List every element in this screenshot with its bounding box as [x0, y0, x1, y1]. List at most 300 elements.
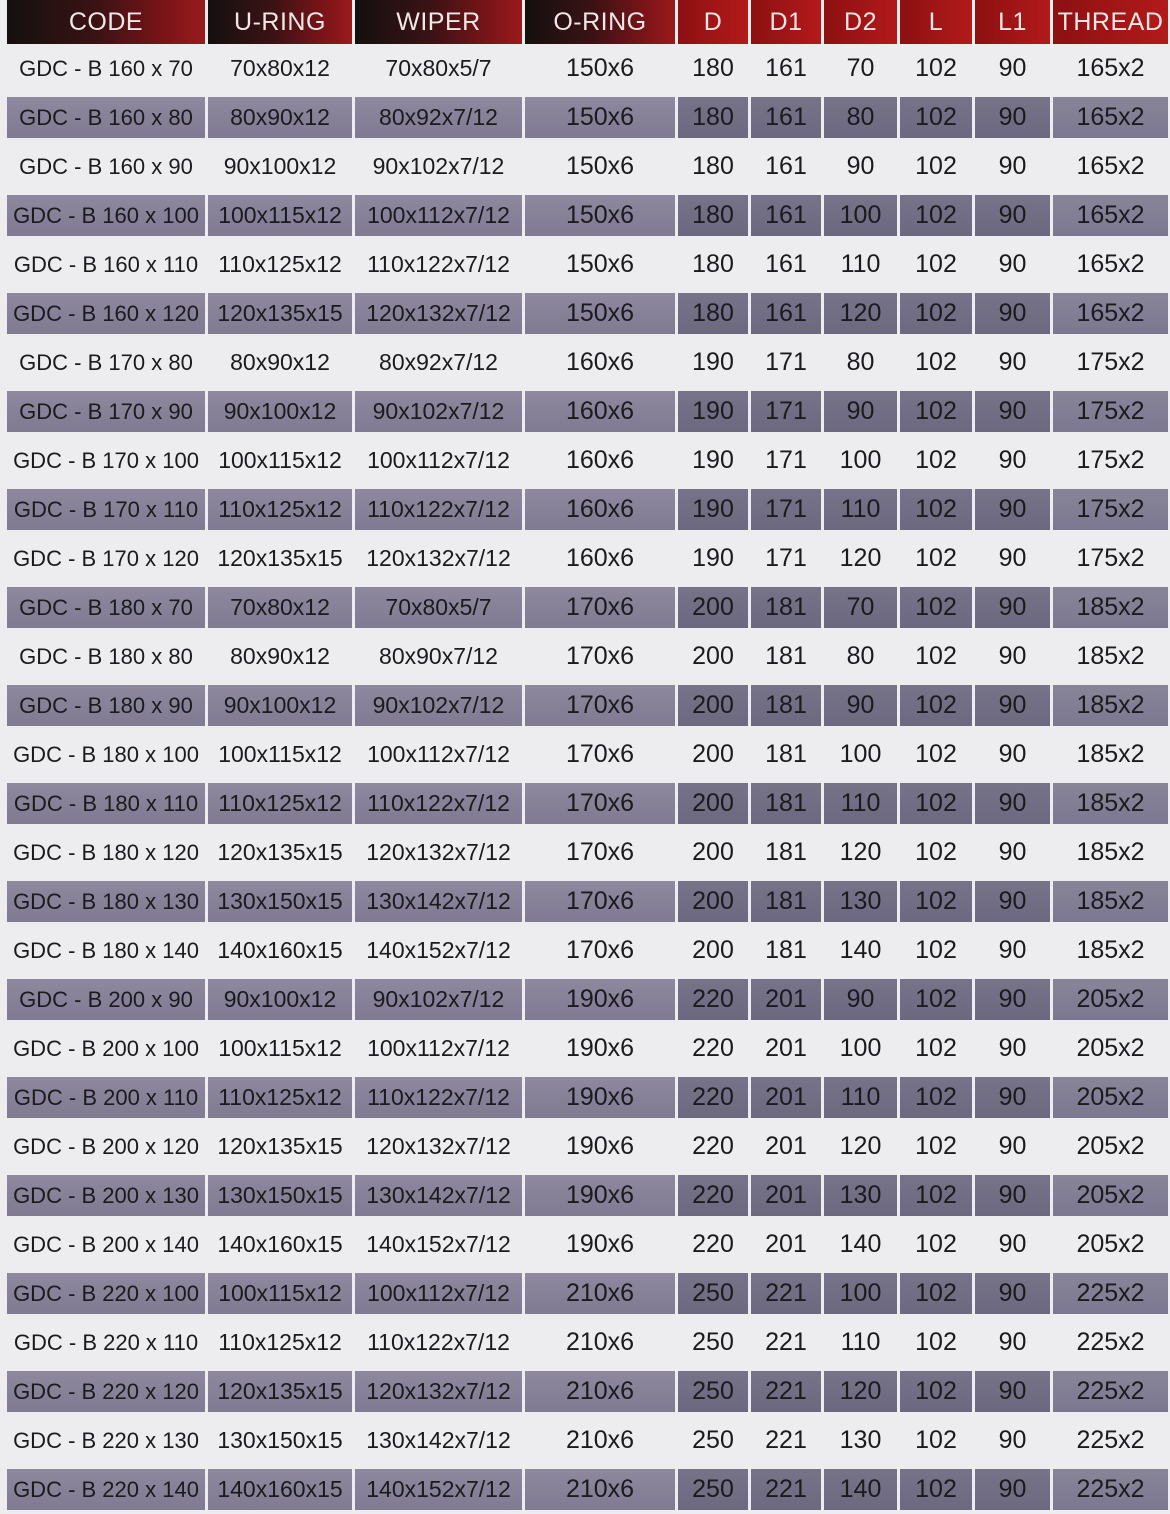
cell-u-ring: 90x100x12 — [223, 153, 337, 179]
cell-code: GDC - B 180 x 140 — [13, 937, 199, 963]
cell-o-ring: 150x6 — [565, 250, 635, 278]
cell-thread: 185x2 — [1053, 583, 1168, 632]
cell-d2: 100 — [839, 740, 882, 768]
table-row — [7, 1171, 1168, 1220]
cell-d2: 70 — [846, 54, 875, 82]
cell-u-ring: 100x115x12 — [218, 447, 342, 473]
cell-d1: 181 — [751, 779, 821, 828]
cell-l1: 90 — [975, 485, 1050, 534]
cell-wiper: 110x122x7/12 — [355, 779, 522, 828]
cell-l1: 90 — [975, 779, 1050, 828]
cell-d: 220 — [692, 1230, 734, 1258]
cell-d2: 90 — [824, 681, 897, 730]
cell-d1: 181 — [765, 740, 807, 768]
cell-o-ring: 170x6 — [565, 642, 635, 670]
cell-u-ring: 70x80x12 — [230, 55, 330, 81]
cell-l: 102 — [915, 250, 957, 278]
cell-d2: 90 — [824, 387, 897, 436]
cell-u-ring: 80x90x12 — [230, 349, 330, 375]
cell-u-ring: 140x160x15 — [217, 1231, 343, 1257]
cell-u-ring: 110x125x12 — [208, 485, 352, 534]
cell-l1: 90 — [998, 446, 1027, 474]
cell-d2: 110 — [824, 779, 897, 828]
cell-l1: 90 — [975, 681, 1050, 730]
cell-code: GDC - B 220 x 100 — [7, 1269, 205, 1318]
cell-wiper: 130x142x7/12 — [366, 1427, 511, 1453]
cell-d2: 110 — [840, 1328, 881, 1356]
cell-l: 102 — [900, 191, 972, 240]
cell-l1: 90 — [998, 1426, 1027, 1454]
table-row — [7, 877, 1168, 926]
cell-thread: 185x2 — [1053, 877, 1168, 926]
cell-thread: 225x2 — [1076, 1426, 1145, 1454]
cell-code: GDC - B 200 x 90 — [7, 975, 205, 1024]
cell-u-ring: 120x135x15 — [217, 1133, 343, 1159]
cell-code: GDC - B 160 x 100 — [7, 191, 205, 240]
cell-l: 102 — [915, 1034, 957, 1062]
column-header-code: CODE — [7, 0, 205, 44]
cell-d: 250 — [692, 1328, 734, 1356]
cell-u-ring: 130x150x15 — [217, 1427, 343, 1453]
table-row — [7, 534, 1168, 583]
cell-l1: 90 — [998, 936, 1027, 964]
cell-thread: 165x2 — [1053, 289, 1168, 338]
cell-d: 180 — [678, 93, 748, 142]
cell-wiper: 120x132x7/12 — [366, 545, 511, 571]
cell-d2: 140 — [824, 1465, 897, 1514]
cell-o-ring: 170x6 — [525, 877, 675, 926]
cell-l: 102 — [900, 975, 972, 1024]
cell-l: 102 — [915, 1328, 957, 1356]
cell-u-ring: 140x160x15 — [217, 937, 343, 963]
cell-code: GDC - B 180 x 100 — [13, 741, 199, 767]
cell-wiper: 90x102x7/12 — [355, 975, 522, 1024]
table-row — [7, 1220, 1168, 1269]
cell-code: GDC - B 180 x 120 — [13, 839, 199, 865]
column-header-thread: THREAD — [1053, 0, 1168, 44]
cell-wiper: 130x142x7/12 — [355, 877, 522, 926]
cell-l1: 90 — [975, 1269, 1050, 1318]
cell-l: 102 — [900, 1367, 972, 1416]
cell-wiper: 90x102x7/12 — [355, 681, 522, 730]
cell-o-ring: 190x6 — [525, 1073, 675, 1122]
table-row — [7, 632, 1168, 681]
cell-d: 220 — [678, 1073, 748, 1122]
cell-l: 102 — [900, 1171, 972, 1220]
cell-l1: 90 — [975, 975, 1050, 1024]
cell-d: 200 — [692, 936, 734, 964]
cell-d2: 90 — [846, 152, 875, 180]
cell-thread: 185x2 — [1076, 936, 1145, 964]
cell-wiper: 90x102x7/12 — [372, 153, 505, 179]
cell-d: 180 — [678, 191, 748, 240]
cell-d1: 161 — [765, 152, 807, 180]
cell-thread: 165x2 — [1053, 93, 1168, 142]
table-row — [7, 730, 1168, 779]
cell-u-ring: 80x90x12 — [230, 643, 330, 669]
column-header-d: D — [678, 0, 748, 44]
cell-thread: 205x2 — [1053, 1073, 1168, 1122]
cell-code: GDC - B 180 x 80 — [19, 643, 193, 669]
cell-l: 102 — [900, 1465, 972, 1514]
cell-d: 200 — [678, 583, 748, 632]
cell-d2: 110 — [824, 485, 897, 534]
cell-code: GDC - B 200 x 140 — [13, 1231, 199, 1257]
cell-l: 102 — [900, 387, 972, 436]
cell-u-ring: 140x160x15 — [208, 1465, 352, 1514]
cell-d2: 100 — [839, 1034, 882, 1062]
cell-l: 102 — [915, 152, 957, 180]
cell-wiper: 100x112x7/12 — [355, 191, 522, 240]
cell-o-ring: 210x6 — [525, 1269, 675, 1318]
cell-d2: 110 — [824, 1073, 897, 1122]
table-row — [7, 93, 1168, 142]
cell-code: GDC - B 170 x 120 — [13, 545, 199, 571]
cell-d2: 110 — [840, 250, 881, 278]
cell-d1: 201 — [751, 1073, 821, 1122]
cell-l1: 90 — [975, 1171, 1050, 1220]
cell-u-ring: 110x125x12 — [208, 779, 352, 828]
cell-thread: 225x2 — [1053, 1269, 1168, 1318]
cell-l1: 90 — [998, 1230, 1027, 1258]
cell-d: 180 — [692, 250, 734, 278]
table-row — [7, 1416, 1168, 1465]
cell-d1: 201 — [751, 1171, 821, 1220]
table-row — [7, 387, 1168, 436]
spec-table — [4, 0, 1170, 1514]
cell-l: 102 — [915, 1230, 957, 1258]
table-row — [7, 44, 1168, 93]
cell-d2: 100 — [824, 191, 897, 240]
cell-wiper: 110x122x7/12 — [367, 1329, 510, 1355]
cell-thread: 175x2 — [1076, 544, 1145, 572]
cell-code: GDC - B 220 x 130 — [13, 1427, 199, 1453]
cell-thread: 185x2 — [1076, 740, 1145, 768]
cell-wiper: 100x112x7/12 — [367, 741, 510, 767]
cell-d1: 201 — [751, 975, 821, 1024]
cell-o-ring: 170x6 — [565, 838, 635, 866]
cell-thread: 225x2 — [1076, 1328, 1145, 1356]
cell-l1: 90 — [975, 1465, 1050, 1514]
cell-o-ring: 210x6 — [565, 1328, 635, 1356]
cell-code: GDC - B 170 x 110 — [7, 485, 205, 534]
cell-d1: 171 — [765, 544, 807, 572]
cell-wiper: 90x102x7/12 — [355, 387, 522, 436]
cell-d: 190 — [692, 348, 734, 376]
cell-d1: 161 — [765, 54, 807, 82]
cell-thread: 165x2 — [1076, 250, 1145, 278]
cell-l: 102 — [900, 877, 972, 926]
cell-d2: 130 — [839, 1426, 882, 1454]
cell-d2: 70 — [824, 583, 897, 632]
cell-u-ring: 120x135x15 — [208, 289, 352, 338]
cell-code: GDC - B 160 x 90 — [19, 153, 193, 179]
cell-d1: 161 — [751, 191, 821, 240]
cell-code: GDC - B 180 x 130 — [7, 877, 205, 926]
cell-u-ring: 70x80x12 — [208, 583, 352, 632]
cell-thread: 205x2 — [1076, 1034, 1145, 1062]
cell-code: GDC - B 160 x 80 — [7, 93, 205, 142]
cell-o-ring: 160x6 — [565, 446, 635, 474]
cell-d: 180 — [692, 152, 734, 180]
cell-l: 102 — [915, 936, 957, 964]
cell-code: GDC - B 220 x 140 — [7, 1465, 205, 1514]
cell-l1: 90 — [998, 250, 1027, 278]
cell-l1: 90 — [998, 152, 1027, 180]
cell-wiper: 110x122x7/12 — [367, 251, 510, 277]
cell-d2: 100 — [824, 1269, 897, 1318]
cell-d: 220 — [678, 1171, 748, 1220]
cell-l: 102 — [915, 838, 957, 866]
cell-u-ring: 100x115x12 — [218, 741, 342, 767]
table-row — [7, 338, 1168, 387]
cell-d1: 181 — [765, 642, 807, 670]
cell-d: 220 — [692, 1034, 734, 1062]
cell-code: GDC - B 160 x 120 — [7, 289, 205, 338]
cell-d1: 221 — [765, 1328, 807, 1356]
cell-l1: 90 — [998, 838, 1027, 866]
cell-l1: 90 — [998, 348, 1027, 376]
cell-l: 102 — [915, 446, 957, 474]
table-row — [7, 681, 1168, 730]
cell-o-ring: 150x6 — [525, 191, 675, 240]
table-row — [7, 975, 1168, 1024]
cell-code: GDC - B 180 x 110 — [7, 779, 205, 828]
cell-l: 102 — [900, 681, 972, 730]
cell-d2: 130 — [824, 1171, 897, 1220]
cell-d2: 120 — [839, 544, 882, 572]
cell-code: GDC - B 180 x 70 — [7, 583, 205, 632]
table-row — [7, 1269, 1168, 1318]
cell-thread: 225x2 — [1053, 1367, 1168, 1416]
cell-u-ring: 80x90x12 — [208, 93, 352, 142]
cell-wiper: 80x92x7/12 — [379, 349, 498, 375]
table-row — [7, 485, 1168, 534]
cell-o-ring: 150x6 — [525, 93, 675, 142]
column-header-wiper: WIPER — [355, 0, 522, 44]
cell-thread: 175x2 — [1076, 446, 1145, 474]
cell-l1: 90 — [975, 93, 1050, 142]
cell-wiper: 120x132x7/12 — [355, 1367, 522, 1416]
cell-l: 102 — [915, 1132, 957, 1160]
cell-l: 102 — [915, 544, 957, 572]
cell-u-ring: 130x150x15 — [208, 877, 352, 926]
cell-o-ring: 210x6 — [525, 1465, 675, 1514]
cell-l1: 90 — [975, 877, 1050, 926]
cell-d1: 181 — [765, 838, 807, 866]
cell-d: 250 — [678, 1465, 748, 1514]
cell-d1: 171 — [765, 348, 807, 376]
cell-o-ring: 150x6 — [525, 289, 675, 338]
cell-o-ring: 150x6 — [565, 54, 635, 82]
cell-l1: 90 — [998, 642, 1027, 670]
table-row — [7, 1465, 1168, 1514]
table-row — [7, 828, 1168, 877]
cell-d2: 140 — [839, 1230, 882, 1258]
cell-d2: 90 — [824, 975, 897, 1024]
cell-l1: 90 — [998, 1328, 1027, 1356]
cell-wiper: 100x112x7/12 — [367, 447, 510, 473]
cell-thread: 175x2 — [1053, 387, 1168, 436]
cell-d: 220 — [678, 975, 748, 1024]
cell-code: GDC - B 200 x 130 — [7, 1171, 205, 1220]
cell-d: 190 — [692, 446, 734, 474]
cell-o-ring: 160x6 — [565, 348, 635, 376]
cell-d1: 181 — [751, 877, 821, 926]
cell-u-ring: 110x125x12 — [208, 1073, 352, 1122]
cell-d: 190 — [678, 485, 748, 534]
cell-d1: 181 — [765, 936, 807, 964]
table-row — [7, 142, 1168, 191]
cell-wiper: 120x132x7/12 — [355, 289, 522, 338]
cell-d1: 181 — [751, 583, 821, 632]
cell-o-ring: 210x6 — [565, 1426, 635, 1454]
cell-thread: 185x2 — [1076, 838, 1145, 866]
column-header-d1: D1 — [751, 0, 821, 44]
cell-d1: 221 — [765, 1426, 807, 1454]
table-row — [7, 779, 1168, 828]
cell-l1: 90 — [975, 1073, 1050, 1122]
cell-o-ring: 170x6 — [565, 936, 635, 964]
cell-l: 102 — [900, 93, 972, 142]
cell-d2: 80 — [846, 642, 875, 670]
cell-thread: 175x2 — [1076, 348, 1145, 376]
cell-u-ring: 110x125x12 — [218, 1329, 342, 1355]
cell-thread: 165x2 — [1076, 54, 1145, 82]
cell-u-ring: 120x135x15 — [217, 839, 343, 865]
cell-code: GDC - B 220 x 110 — [13, 1329, 199, 1355]
cell-wiper: 120x132x7/12 — [366, 1133, 511, 1159]
cell-wiper: 100x112x7/12 — [367, 1035, 510, 1061]
cell-l1: 90 — [975, 1367, 1050, 1416]
cell-wiper: 130x142x7/12 — [355, 1171, 522, 1220]
cell-d1: 181 — [751, 681, 821, 730]
cell-thread: 175x2 — [1053, 485, 1168, 534]
table-row — [7, 1024, 1168, 1073]
cell-d: 200 — [692, 740, 734, 768]
cell-l: 102 — [915, 1426, 957, 1454]
cell-d2: 140 — [839, 936, 882, 964]
cell-code: GDC - B 200 x 100 — [13, 1035, 199, 1061]
cell-d2: 100 — [839, 446, 882, 474]
cell-wiper: 140x152x7/12 — [355, 1465, 522, 1514]
cell-d2: 120 — [839, 1132, 882, 1160]
cell-l1: 90 — [998, 544, 1027, 572]
cell-u-ring: 100x115x12 — [208, 1269, 352, 1318]
cell-d1: 161 — [751, 93, 821, 142]
cell-d1: 221 — [751, 1465, 821, 1514]
cell-d: 190 — [678, 387, 748, 436]
cell-wiper: 80x92x7/12 — [355, 93, 522, 142]
cell-thread: 205x2 — [1076, 1132, 1145, 1160]
cell-wiper: 140x152x7/12 — [366, 1231, 511, 1257]
cell-d1: 221 — [751, 1367, 821, 1416]
cell-d1: 201 — [765, 1132, 807, 1160]
cell-thread: 205x2 — [1053, 975, 1168, 1024]
cell-thread: 185x2 — [1053, 681, 1168, 730]
cell-code: GDC - B 170 x 100 — [13, 447, 199, 473]
cell-l: 102 — [900, 583, 972, 632]
cell-l: 102 — [900, 289, 972, 338]
cell-thread: 185x2 — [1053, 779, 1168, 828]
cell-l1: 90 — [975, 191, 1050, 240]
cell-d2: 80 — [846, 348, 875, 376]
cell-o-ring: 160x6 — [565, 544, 635, 572]
cell-o-ring: 170x6 — [525, 681, 675, 730]
cell-d2: 130 — [824, 877, 897, 926]
cell-u-ring: 100x115x12 — [218, 1035, 342, 1061]
cell-wiper: 140x152x7/12 — [366, 937, 511, 963]
cell-d: 250 — [692, 1426, 734, 1454]
cell-o-ring: 190x6 — [525, 1171, 675, 1220]
cell-d: 200 — [692, 642, 734, 670]
cell-d1: 161 — [765, 250, 807, 278]
cell-o-ring: 170x6 — [525, 779, 675, 828]
cell-u-ring: 120x135x15 — [217, 545, 343, 571]
cell-thread: 205x2 — [1053, 1171, 1168, 1220]
cell-d1: 171 — [765, 446, 807, 474]
cell-l: 102 — [900, 779, 972, 828]
cell-d: 220 — [692, 1132, 734, 1160]
header-row — [7, 0, 1168, 44]
cell-o-ring: 210x6 — [525, 1367, 675, 1416]
cell-thread: 185x2 — [1076, 642, 1145, 670]
table-row — [7, 191, 1168, 240]
cell-l1: 90 — [998, 1132, 1027, 1160]
cell-code: GDC - B 220 x 120 — [7, 1367, 205, 1416]
cell-wiper: 110x122x7/12 — [355, 485, 522, 534]
cell-code: GDC - B 160 x 70 — [19, 55, 193, 81]
cell-code: GDC - B 180 x 90 — [7, 681, 205, 730]
cell-l: 102 — [915, 348, 957, 376]
table-row — [7, 926, 1168, 975]
cell-wiper: 120x132x7/12 — [366, 839, 511, 865]
cell-u-ring: 90x100x12 — [208, 681, 352, 730]
cell-code: GDC - B 170 x 80 — [19, 349, 193, 375]
column-header-u-ring: U-RING — [208, 0, 352, 44]
table-row — [7, 1073, 1168, 1122]
cell-d: 200 — [692, 838, 734, 866]
table-row — [7, 289, 1168, 338]
cell-thread: 225x2 — [1053, 1465, 1168, 1514]
column-header-l: L — [900, 0, 972, 44]
cell-d2: 80 — [824, 93, 897, 142]
cell-o-ring: 170x6 — [525, 583, 675, 632]
cell-d1: 201 — [765, 1034, 807, 1062]
cell-o-ring: 150x6 — [565, 152, 635, 180]
table-row — [7, 583, 1168, 632]
cell-l1: 90 — [975, 387, 1050, 436]
cell-l: 102 — [915, 740, 957, 768]
cell-wiper: 80x90x7/12 — [379, 643, 498, 669]
cell-o-ring: 170x6 — [565, 740, 635, 768]
cell-d: 250 — [678, 1367, 748, 1416]
cell-d: 180 — [692, 54, 734, 82]
cell-d: 250 — [678, 1269, 748, 1318]
cell-l1: 90 — [975, 583, 1050, 632]
cell-d1: 221 — [751, 1269, 821, 1318]
cell-u-ring: 120x135x15 — [208, 1367, 352, 1416]
cell-l1: 90 — [998, 1034, 1027, 1062]
cell-thread: 205x2 — [1076, 1230, 1145, 1258]
cell-o-ring: 190x6 — [565, 1132, 635, 1160]
cell-code: GDC - B 170 x 90 — [7, 387, 205, 436]
cell-wiper: 70x80x5/7 — [385, 55, 492, 81]
cell-l1: 90 — [998, 740, 1027, 768]
cell-d2: 120 — [824, 1367, 897, 1416]
cell-o-ring: 160x6 — [525, 485, 675, 534]
cell-wiper: 100x112x7/12 — [355, 1269, 522, 1318]
